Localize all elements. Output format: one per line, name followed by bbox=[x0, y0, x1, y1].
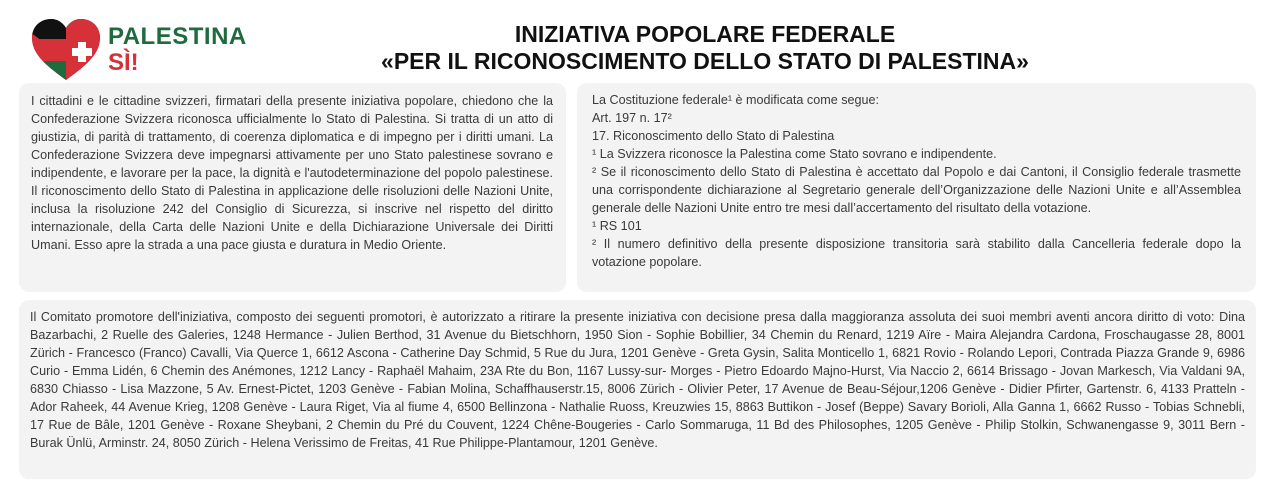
constitution-footnote: ² Il numero definitivo della presente disposizione transitoria sarà stabilito dalla Cancelleria federale dopo la votazione popolare. bbox=[592, 237, 1241, 269]
constitution-line: ² Se il riconoscimento dello Stato di Palestina è accettato dal Popolo e dai Cantoni, il Consiglio federale trasmette una corrispondente dichiarazione al Segretario generale dell’Organizzazione delle Nazioni Unite e all’Assemblea generale delle Nazioni Unite entro tre mesi dall’accertamento del risultato della votazione. bbox=[592, 165, 1241, 215]
logo bbox=[30, 18, 260, 84]
constitution-line: Art. 197 n. 17² bbox=[592, 111, 672, 125]
constitution-line: La Costituzione federale¹ è modificata come segue: bbox=[592, 93, 880, 107]
logo-word-palestina: PALESTINA bbox=[108, 23, 247, 50]
constitution-box bbox=[577, 83, 1256, 292]
committee-text: Il Comitato promotore dell'iniziativa, composto dei seguenti promotori, è autorizzato a ritirare la presente iniziativa con decisione presa dalla maggioranza assoluta dei suoi membri aventi ancora diritto di voto: Dina Bazarbachi, 2 Ruelle des Galeries, 1248 Hermance - Julien Berthod, 31 Avenue du Bietschhorn, 1950 Sion - Sophie Bobillier, 34 Chemin du Renard, 1219 Aïre - Maira Alejandra Cardona, Froschaugasse 28, 8001 Zürich - Francesco (Franco) Cavalli, Via Querce 1, 6612 Ascona - Catherine Day Schmid, 5 Rue du Jura, 1201 Genève - Greta Gysin, Salita Monticello 1, 6821 Rovio - Rolando Lepori, Contrada Piazza Grande 9, 6986 Curio - Emma Lidén, 6 Chemin des Anémones, 1212 Lancy - Raphaël Mahaim, 23A Rte du Bon, 1167 Lussy-sur- Morges - Pietro Edoardo Majno-Hurst, Via Naccio 2, 6614 Brissago - Jovan Markesch, Via Valdani 9A, 6830 Chiasso - Lisa Mazzone, 5 Av. Ernest-Pictet, 1203 Genève - Fabian Molina, Schaffhauserstr.15, 8006 Zürich - Olivier Peter, 17 Avenue de Beau-Séjour,1206 Genève - Didier Pfirter, Gartenstr. 6, 4133 Pratteln - Ador Raheek, 44 Avenue Krieg, 1208 Genève - Laura Riget, Via al fiume 4, 6500 Bellinzona - Nathalie Ruoss, Kreuzwies 15, 8863 Buttikon - Josef (Beppe) Savary Borioli, Alla Ganna 1, 6662 Russo - Tobias Schnebli, 17 Rue de Bâle, 1201 Genève - Roxane Sheybani, 2 Chemin du Pré du Couvent, 1224 Chêne-Bougeries - Carlo Sommaruga, 11 Bd des Philosophes, 1205 Genève - Philip Stolkin, Schwanengasse 9, 3011 Bern - Burak Ünlü, Arminstr. 24, 8050 Zürich - Helena Verissimo de Freitas, 41 Rue Philippe-Plantamour, 1201 Genève. bbox=[30, 310, 1245, 450]
intro-box bbox=[19, 83, 566, 292]
heart-flag-icon bbox=[30, 18, 102, 82]
constitution-line: 17. Riconoscimento dello Stato di Palestina bbox=[592, 129, 835, 143]
title-line-2: «PER IL RICONOSCIMENTO DELLO STATO DI PALESTINA» bbox=[381, 48, 1029, 74]
constitution-footnote: ¹ RS 101 bbox=[592, 219, 642, 233]
constitution-line: ¹ La Svizzera riconosce la Palestina come Stato sovrano e indipendente. bbox=[592, 147, 997, 161]
intro-text: I cittadini e le cittadine svizzeri, firmatari della presente iniziativa popolare, chiedono che la Confederazione Svizzera riconosca ufficialmente lo Stato di Palestina. Si tratta di un atto di giustizia, di parità di trattamento, di coerenza diplomatica e di impegno per i diritti umani. La Confederazione Svizzera deve impegnarsi attivamente per uno Stato palestinese sovrano e indipendente, e lavorare per la pace, la dignità e l'autodeterminazione del popolo palestinese. Il riconoscimento dello Stato di Palestina in applicazione delle risoluzioni delle Nazioni Unite, inclusa la risoluzione 242 del Consiglio di Sicurezza, si inscrive nel rispetto del diritto internazionale, della Carta delle Nazioni Unite e della Dichiarazione Universale dei Diritti Umani. Esso apre la strada a una pace giusta e duratura in Medio Oriente. bbox=[31, 94, 553, 252]
page-title bbox=[300, 21, 1110, 75]
title-line-1: INIZIATIVA POPOLARE FEDERALE bbox=[514, 21, 896, 47]
logo-word-si: SÌ! bbox=[108, 49, 139, 76]
committee-box bbox=[19, 300, 1256, 479]
